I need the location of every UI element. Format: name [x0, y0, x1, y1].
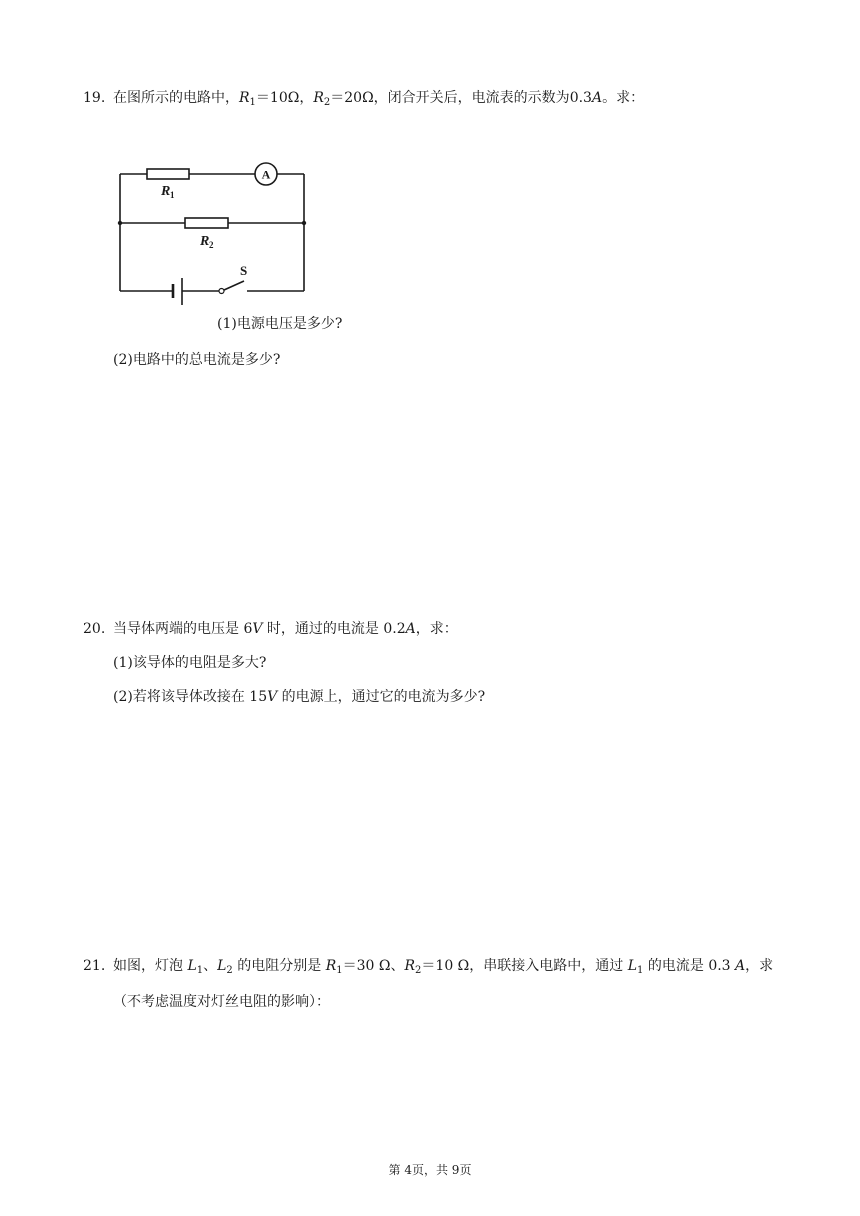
page-footer: 第 4页，共 9页 — [388, 1163, 472, 1177]
junction-dot-right — [302, 221, 306, 225]
resistor-r1 — [147, 169, 189, 179]
question-20-stem: 20. 当导体两端的电压是 6V 时，通过的电流是 0.2A，求： — [83, 621, 458, 637]
ammeter-label: A — [261, 167, 271, 182]
r2-label: R — [200, 234, 210, 249]
question-19-stem: 19. 在图所示的电路中，$R_1=10\Omega$，$R_2=20\Omega$，闭合开关后，电流表的示数为0.3A。求： — [83, 90, 645, 108]
circuit-diagram — [110, 155, 320, 305]
question-21-stem: 21. 如图，灯泡 $L_1$、$L_2$ 的电阻分别是 $R_1=30$ Ω、$R_2=10$ Ω，串联接入电路中，通过 $L_1$ 的电流是 0.3 A，求 — [83, 958, 774, 976]
resistor-r2 — [185, 218, 228, 228]
junction-dot-left — [118, 221, 122, 225]
question-number: 20. — [83, 621, 106, 637]
question-number: 19. — [83, 90, 106, 106]
svg-text:2: 2 — [209, 240, 214, 250]
svg-text:1: 1 — [170, 190, 175, 200]
switch-label: S — [240, 263, 248, 278]
question-20-part-1: (1)该导体的电阻是多大? — [113, 655, 267, 671]
switch-blade — [224, 281, 244, 290]
question-20-part-2: (2)若将该导体改接在 15V 的电源上，通过它的电流为多少? — [113, 689, 486, 705]
question-21-note: （不考虑温度对灯丝电阻的影响）： — [113, 994, 330, 1010]
question-19-part-1: (1)电源电压是多少? — [217, 316, 343, 332]
r1-label: R — [161, 184, 171, 199]
question-number: 21. — [83, 958, 106, 974]
question-19-part-2: (2)电路中的总电流是多少? — [113, 352, 281, 368]
